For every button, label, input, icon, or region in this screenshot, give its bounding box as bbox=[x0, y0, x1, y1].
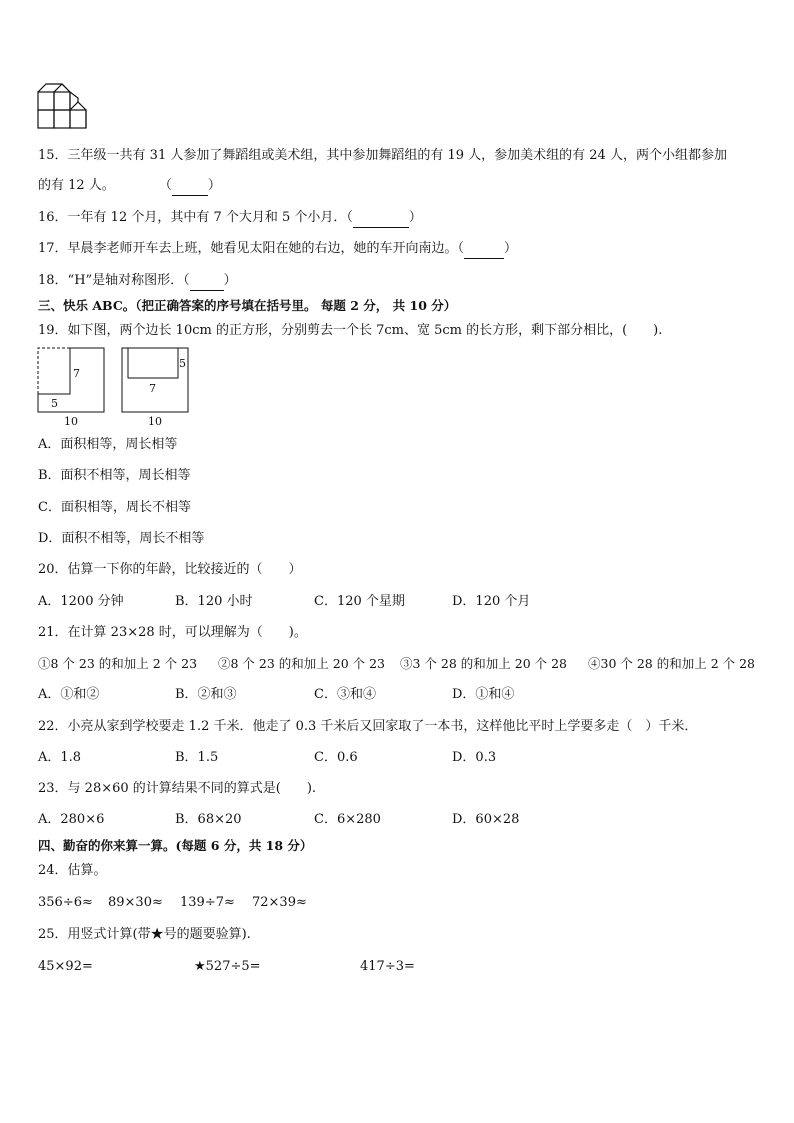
q22-option-a[interactable]: A．1.8 bbox=[38, 750, 82, 765]
q20-option-b[interactable]: B．120 小时 bbox=[175, 594, 253, 609]
q21-statement-3: ③3 个 28 的和加上 20 个 28 bbox=[400, 656, 568, 671]
q22-text: 22．小亮从家到学校要走 1.2 千米．他走了 0.3 千米后又回家取了一本书，这样他比平时上学要多走（ ）千米． bbox=[38, 719, 698, 734]
section4-title: 四、勤奋的你来算一算。(每题 6 分，共 18 分） bbox=[38, 838, 313, 853]
q16-answer-blank[interactable] bbox=[353, 209, 409, 228]
q16-text: 16．一年有 12 个月，其中有 7 个大月和 5 个小月．（ ） bbox=[38, 209, 422, 228]
q21-option-a[interactable]: A．①和② bbox=[38, 687, 100, 702]
q19-option-b[interactable]: B．面积不相等，周长相等 bbox=[38, 468, 191, 483]
q23-option-b[interactable]: B．68×20 bbox=[175, 812, 242, 827]
q19-option-c[interactable]: C．面积相等，周长不相等 bbox=[38, 500, 191, 515]
section3-title: 三、快乐 ABC。（把正确答案的序号填在括号里。 每题 2 分， 共 10 分） bbox=[38, 298, 457, 313]
q17-text: 17．早晨李老师开车去上班，她看见太阳在她的右边，她的车开向南边。（ ） bbox=[38, 240, 517, 259]
q25-item-1: 45×92= bbox=[38, 959, 93, 974]
fig2-label-5: 5 bbox=[179, 357, 186, 370]
q19-text: 19．如下图，两个边长 10cm 的正方形，分别剪去一个长 7cm、宽 5cm 的长方形，剩下部分相比，( ). bbox=[38, 323, 663, 338]
q24-item-1: 356÷6≈ bbox=[38, 895, 93, 910]
q23-text: 23．与 28×60 的计算结果不同的算式是( ). bbox=[38, 781, 317, 796]
q21-statement-1: ①8 个 23 的和加上 2 个 23 bbox=[38, 656, 198, 671]
q21-option-b[interactable]: B．②和③ bbox=[175, 687, 237, 702]
q20-option-c[interactable]: C．120 个星期 bbox=[314, 594, 405, 609]
q20-text: 20．估算一下你的年龄，比较接近的（ ） bbox=[38, 562, 302, 577]
q23-option-a[interactable]: A．280×6 bbox=[38, 812, 105, 827]
q22-option-c[interactable]: C．0.6 bbox=[314, 750, 358, 765]
q21-statement-2: ②8 个 23 的和加上 20 个 23 bbox=[218, 656, 386, 671]
q15-text: 15．三年级一共有 31 人参加了舞蹈组或美术组，其中参加舞蹈组的有 19 人，参加美术组的有 24 人，两个小组都参加 bbox=[38, 148, 727, 163]
q24-item-3: 139÷7≈ bbox=[180, 895, 235, 910]
q20-option-a[interactable]: A．1200 分钟 bbox=[38, 594, 124, 609]
fig1-label-10: 10 bbox=[64, 415, 78, 428]
q24-text: 24．估算。 bbox=[38, 863, 107, 878]
q25-item-3: 417÷3= bbox=[360, 959, 415, 974]
q19-figures bbox=[36, 346, 196, 428]
q21-option-c[interactable]: C．③和④ bbox=[314, 687, 376, 702]
cube-stack-figure bbox=[36, 80, 90, 132]
q15-text-line2: 的有 12 人。 （ ） bbox=[38, 177, 221, 196]
q21-option-d[interactable]: D．①和④ bbox=[452, 687, 515, 702]
fig2-label-10: 10 bbox=[148, 415, 162, 428]
q23-option-c[interactable]: C．6×280 bbox=[314, 812, 381, 827]
q21-statement-4: ④30 个 28 的和加上 2 个 28 bbox=[588, 656, 756, 671]
q19-option-a[interactable]: A．面积相等，周长相等 bbox=[38, 437, 178, 452]
fig2-label-7: 7 bbox=[149, 382, 156, 395]
q22-option-d[interactable]: D．0.3 bbox=[452, 750, 497, 765]
q24-item-4: 72×39≈ bbox=[252, 895, 307, 910]
q18-answer-blank[interactable] bbox=[190, 272, 224, 291]
fig1-label-5: 5 bbox=[51, 397, 58, 410]
q25-text: 25．用竖式计算(带★号的题要验算). bbox=[38, 927, 251, 942]
q20-option-d[interactable]: D．120 个月 bbox=[452, 594, 531, 609]
q17-answer-blank[interactable] bbox=[464, 240, 504, 259]
q23-option-d[interactable]: D．60×28 bbox=[452, 812, 520, 827]
q15-answer-blank[interactable] bbox=[172, 177, 208, 196]
q21-text: 21．在计算 23×28 时，可以理解为（ )。 bbox=[38, 625, 307, 640]
q18-text: 18．“H”是轴对称图形．（ ） bbox=[38, 272, 237, 291]
q22-option-b[interactable]: B．1.5 bbox=[175, 750, 219, 765]
q19-option-d[interactable]: D．面积不相等，周长不相等 bbox=[38, 531, 205, 546]
fig1-label-7: 7 bbox=[73, 367, 80, 380]
q25-item-2: ★527÷5= bbox=[194, 959, 261, 974]
q24-item-2: 89×30≈ bbox=[108, 895, 163, 910]
